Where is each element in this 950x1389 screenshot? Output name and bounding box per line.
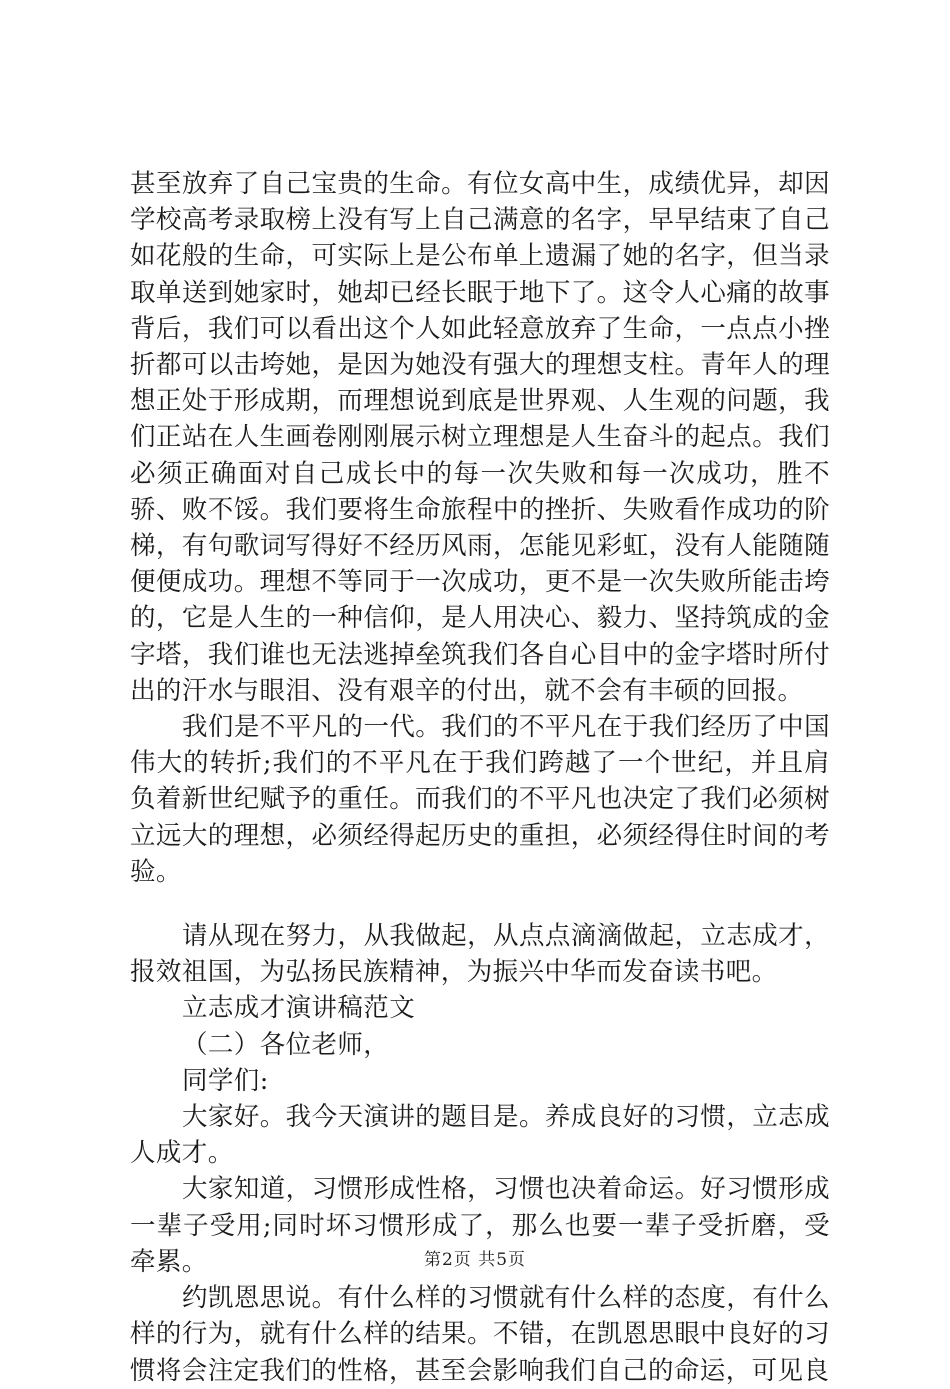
paragraph-greeting-students: 同学们: <box>182 1065 269 1096</box>
paragraph-8: 大家知道，习惯形成性格，习惯也决着命运。好习惯形成一辈子受用;同时坏习惯形成了，那么也要一辈子受折磨，受牵累。 <box>130 1174 830 1277</box>
section-title: 立志成才演讲稿范文 <box>182 993 416 1024</box>
paragraph-2: 我们是不平凡的一代。我们的不平凡在于我们经历了中国伟大的转折;我们的不平凡在于我们跨越了一个世纪，并且肩负着新世纪赋予的重任。而我们的不平凡也决定了我们必须树立远大的理想，必须经得起历史的重担，必须经得住时间的考验。 <box>130 712 830 887</box>
paragraph-9: 约凯恩思说。有什么样的习惯就有什么样的态度，有什么样的行为，就有什么样的结果。不错，在凯恩思眼中良好的习惯将会注定我们的性格，甚至会影响我们自己的命运，可见良 <box>130 1283 830 1386</box>
paragraph-spacer <box>130 890 830 918</box>
page-number-footer: 第2页 共5页 <box>423 1250 527 1270</box>
paragraph-7: 大家好。我今天演讲的题目是。养成良好的习惯，立志成人成才。 <box>130 1102 830 1169</box>
paragraph-1: 甚至放弃了自己宝贵的生命。有位女高中生，成绩优异，却因学校高考录取榜上没有写上自己满意的名字，早早结束了自己如花般的生命，可实际上是公布单上遗漏了她的名字，但当录取单送到她家时，她却已经长眠于地下了。这令人心痛的故事背后，我们可以看出这个人如此轻意放弃了生命，一点点小挫折都可以击垮她，是因为她没有强大的理想支柱。青年人的理想正处于形成期，而理想说到底是世界观、人生观的问题，我们正站在人生画卷刚刚展示树立理想是人生奋斗的起点。我们必须正确面对自己成长中的每一次失败和每一次成功，胜不骄、败不馁。我们要将生命旅程中的挫折、失败看作成功的阶梯，有句歌词写得好不经历风雨，怎能见彩虹，没有人能随随便便成功。理想不等同于一次成功，更不是一次失败所能击垮的，它是人生的一种信仰，是人用决心、毅力、坚持筑成的金字塔，我们谁也无法逃掉垒筑我们各自心目中的金字塔时所付出的汗水与眼泪、没有艰辛的付出，就不会有丰硕的回报。 <box>130 169 830 706</box>
paragraph-3: 请从现在努力，从我做起，从点点滴滴做起，立志成才，报效祖国，为弘扬民族精神，为振兴中华而发奋读书吧。 <box>130 921 830 988</box>
paragraph-greeting-teachers: （二）各位老师， <box>182 1029 390 1060</box>
document-body <box>130 166 830 1389</box>
